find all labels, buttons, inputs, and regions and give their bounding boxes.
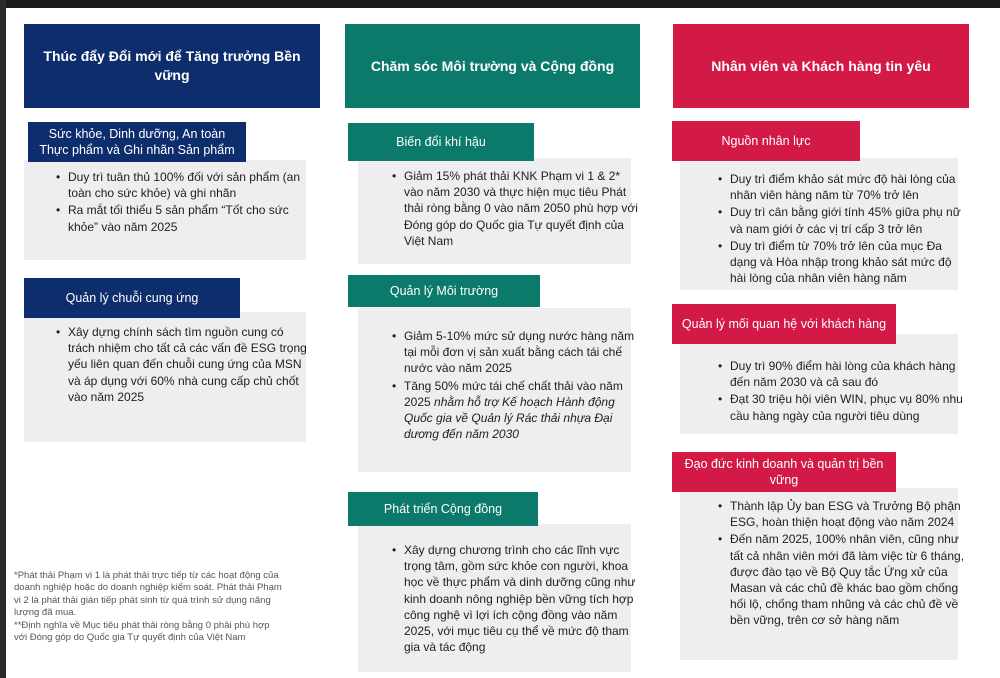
list-item: • Đạt 30 triệu hội viên WIN, phục vụ 80% nhu cầu hàng ngày của người tiêu dùng — [730, 391, 966, 423]
card-environment-management — [358, 308, 635, 472]
list-item: • Duy trì cân bằng giới tính 45% giữa phụ nữ và nam giới ở các vị trí cấp 3 trở lên — [730, 204, 966, 236]
left-border — [0, 0, 6, 678]
card-business-ethics — [680, 488, 965, 660]
column-header-people-customers — [673, 24, 969, 108]
column-header-environment — [345, 24, 640, 108]
tag-community — [348, 492, 538, 526]
list-item: • Duy trì tuân thủ 100% đối với sản phẩm (an toàn cho sức khỏe) và ghi nhãn — [68, 169, 308, 201]
list-item: • Duy trì điểm từ 70% trở lên của mục Đa dạng và Hòa nhập trong khảo sát mức độ hài lòng của nhân viên hàng năm — [730, 238, 966, 287]
column-title: Chăm sóc Môi trường và Cộng đồng — [370, 57, 615, 74]
tag-human-resources — [672, 121, 860, 161]
tag-label: Quản lý mối quan hệ với khách hàng — [681, 317, 887, 331]
bullet-text: Tăng 50% mức tái chế chất thải vào năm 2025 — [404, 378, 623, 409]
list-item: • Duy trì 90% điểm hài lòng của khách hàng đến năm 2030 và cả sau đó — [730, 358, 966, 390]
tag-label: Đạo đức kinh doanh và quản trị bền vững — [684, 457, 884, 487]
column-title: Thúc đẩy Đổi mới để Tăng trưởng Bền vững — [43, 48, 301, 83]
list-item: • Đến năm 2025, 100% nhân viên, cũng như tất cả nhân viên mới đã làm việc từ 6 tháng, được đào tạo về Bộ Quy tắc Ứng xử của Masan và các chủ đề khác bao gồm chống hối lộ, chống tham nhũng và các chủ đề về bền vững, trên cơ sở hàng năm — [730, 531, 966, 628]
list-item: • Duy trì điểm khảo sát mức độ hài lòng của nhân viên hàng năm từ 70% trở lên — [730, 171, 966, 203]
list-item: • Giảm 15% phát thải KNK Phạm vi 1 & 2* vào năm 2030 và thực hiện mục tiêu Phát thải ròng bằng 0 vào năm 2050 phù hợp với Đóng góp do Quốc gia Tự quyết định của Việt Nam — [404, 168, 640, 249]
tag-environment-management — [348, 275, 540, 307]
tag-business-ethics — [672, 452, 896, 492]
card-climate — [358, 158, 638, 264]
list-item: • Ra mắt tối thiểu 5 sản phẩm “Tốt cho sức khỏe” vào năm 2025 — [68, 202, 308, 234]
column-title: Nhân viên và Khách hàng tin yêu — [711, 57, 931, 74]
card-supply-chain — [24, 312, 306, 442]
column-header-innovation — [24, 24, 320, 108]
tag-climate — [348, 123, 534, 161]
tag-customer-relations — [672, 304, 896, 344]
card-customer-relations — [680, 334, 963, 434]
tag-health-nutrition — [28, 122, 246, 162]
tag-label: Phát triển Cộng đồng — [383, 502, 503, 516]
top-border — [0, 0, 1000, 8]
tag-label: Quản lý Môi trường — [389, 284, 499, 298]
tag-label: Sức khỏe, Dinh dưỡng, An toàn Thực phẩm và Ghi nhãn Sản phẩm — [39, 127, 235, 157]
card-community — [358, 524, 636, 672]
tag-label: Biến đổi khí hậu — [396, 135, 486, 149]
tag-label: Nguồn nhân lực — [721, 134, 811, 148]
footnotes — [14, 570, 282, 646]
list-item: • Xây dựng chương trình cho các lĩnh vực trọng tâm, gồm sức khỏe con người, khoa học về thực phẩm và dinh dưỡng cũng như kinh doanh nông nghiệp bền vững tích hợp công nghệ vì lợi ích cộng đồng vào năm 2025, với mục tiêu cụ thể về mức độ tham gia và tác động — [404, 542, 642, 655]
card-health-nutrition — [24, 160, 306, 260]
tag-supply-chain — [24, 278, 240, 318]
tag-label: Quản lý chuỗi cung ứng — [65, 291, 199, 305]
footnote: **Định nghĩa về Mục tiêu phát thải ròng bằng 0 phải phù hợp với Đóng góp do Quốc gia Tự quyết định của Việt Nam — [14, 620, 270, 644]
list-item: • Xây dựng chính sách tìm nguồn cung có trách nhiệm cho tất cả các vấn đề ESG trọng yếu liên quan đến chuỗi cung ứng của MSN và áp dụng với 60% nhà cung cấp chủ chốt vào năm 2025 — [68, 324, 308, 405]
list-item: • Giảm 5-10% mức sử dụng nước hàng năm tại mỗi đơn vị sản xuất bằng cách tái chế nước vào năm 2025 — [404, 328, 642, 377]
footnote: *Phát thải Phạm vi 1 là phát thải trực tiếp từ các hoạt động của doanh nghiệp hoặc do doanh nghiệp kiểm soát. Phát thải Phạm vi 2 là phát thải gián tiếp phát sinh từ quá trình sử dụng năng lượng đã mua. — [14, 570, 282, 618]
list-item: • Thành lập Ủy ban ESG và Trưởng Bộ phận ESG, hoàn thiện hoạt động vào năm 2024 — [730, 498, 966, 530]
list-item — [404, 378, 642, 443]
bullet-text-italic: nhằm hỗ trợ Kế hoạch Hành động Quốc gia về Quản lý Rác thải nhựa Đại dương đến năm 2030 — [404, 394, 615, 442]
card-human-resources — [680, 158, 961, 290]
